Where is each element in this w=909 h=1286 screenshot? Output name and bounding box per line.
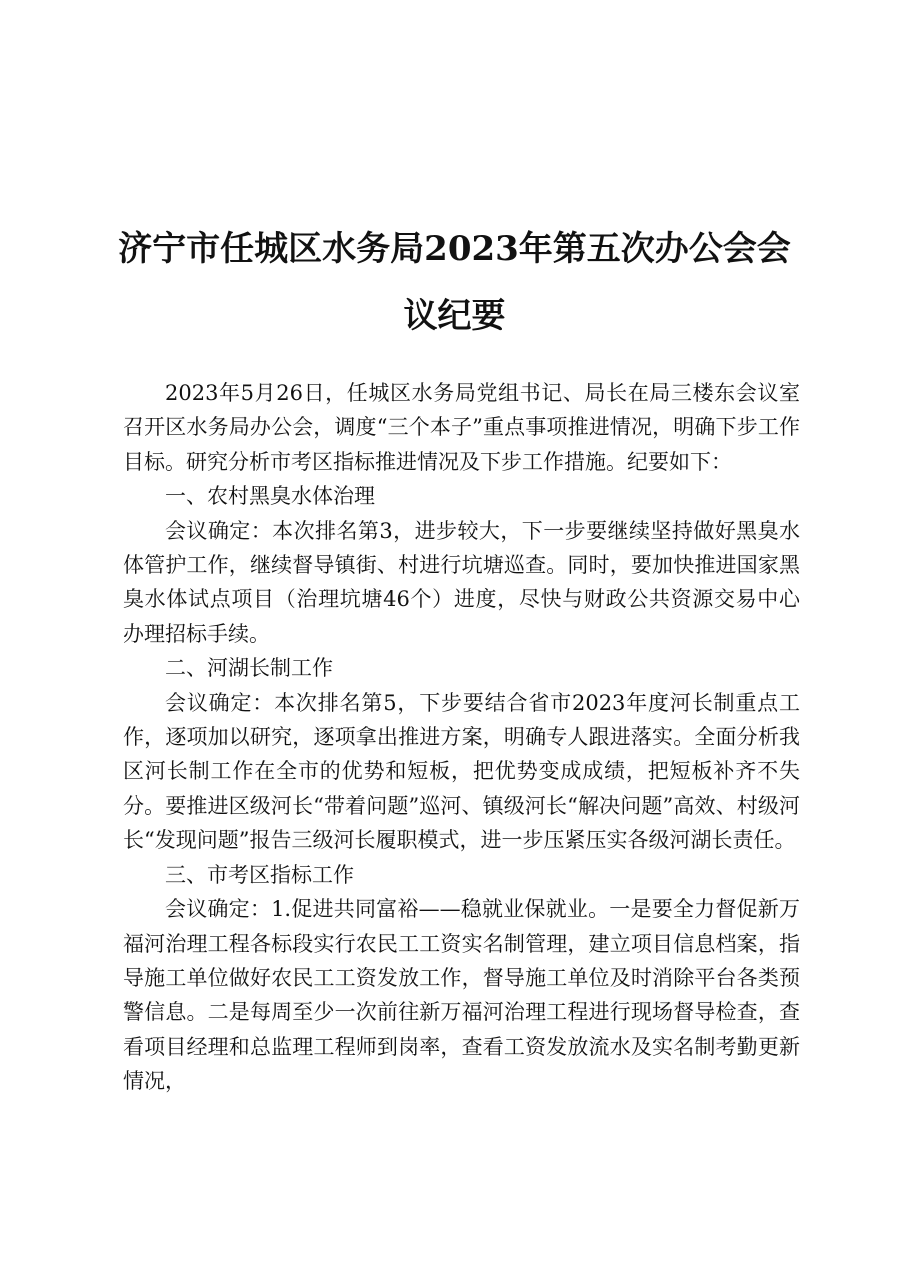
section-paragraph: 会议确定：1.促进共同富裕——稳就业保就业。一是要全力督促新万福河治理工程各标段实行农民工工资实名制管理，建立项目信息档案，指导施工单位做好农民工工资发放工作，督导施工单位及时消除平台各类预警信息。二是每周至少一次前往新万福河治理工程进行现场督导检查，查看项目经理和总监理工程师到岗率，查看工资发放流水及实名制考勤更新情况， xyxy=(123,897,800,1094)
section-heading: 一、农村黑臭水体治理 xyxy=(165,484,375,509)
section-heading: 二、河湖长制工作 xyxy=(165,656,333,681)
section-river-lake-chief xyxy=(123,651,800,857)
section-paragraph: 会议确定：本次排名第5，下步要结合省市2023年度河长制重点工作，逐项加以研究，逐项拿出推进方案，明确专人跟进落实。全面分析我区河长制工作在全市的优势和短板，把优势变成成绩，把短板补齐不失分。要推进区级河长“带着问题”巡河、镇级河长“解决问题”高效、村级河长“发现问题”报告三级河长履职模式，进一步压紧压实各级河湖长责任。 xyxy=(123,690,800,853)
document-title-line-2: 议纪要 xyxy=(403,296,506,336)
document-title-line-1: 济宁市任城区水务局2023年第五次办公会会 xyxy=(118,229,791,269)
section-rural-black-odorous-water xyxy=(123,479,800,651)
document-body xyxy=(123,376,800,1099)
intro-paragraph: 2023年5月26日，任城区水务局党组书记、局长在局三楼东会议室召开区水务局办公会，调度“三个本子”重点事项推进情况，明确下步工作目标。研究分析市考区指标推进情况及下步工作措施。纪要如下： xyxy=(123,381,800,474)
section-city-assessment-indicators xyxy=(123,858,800,1099)
section-paragraph: 会议确定：本次排名第3，进步较大，下一步要继续坚持做好黑臭水体管护工作，继续督导镇街、村进行坑塘巡查。同时，要加快推进国家黑臭水体试点项目（治理坑塘46个）进度，尽快与财政公共资源交易中心办理招标手续。 xyxy=(123,518,800,646)
section-heading: 三、市考区指标工作 xyxy=(165,862,354,887)
